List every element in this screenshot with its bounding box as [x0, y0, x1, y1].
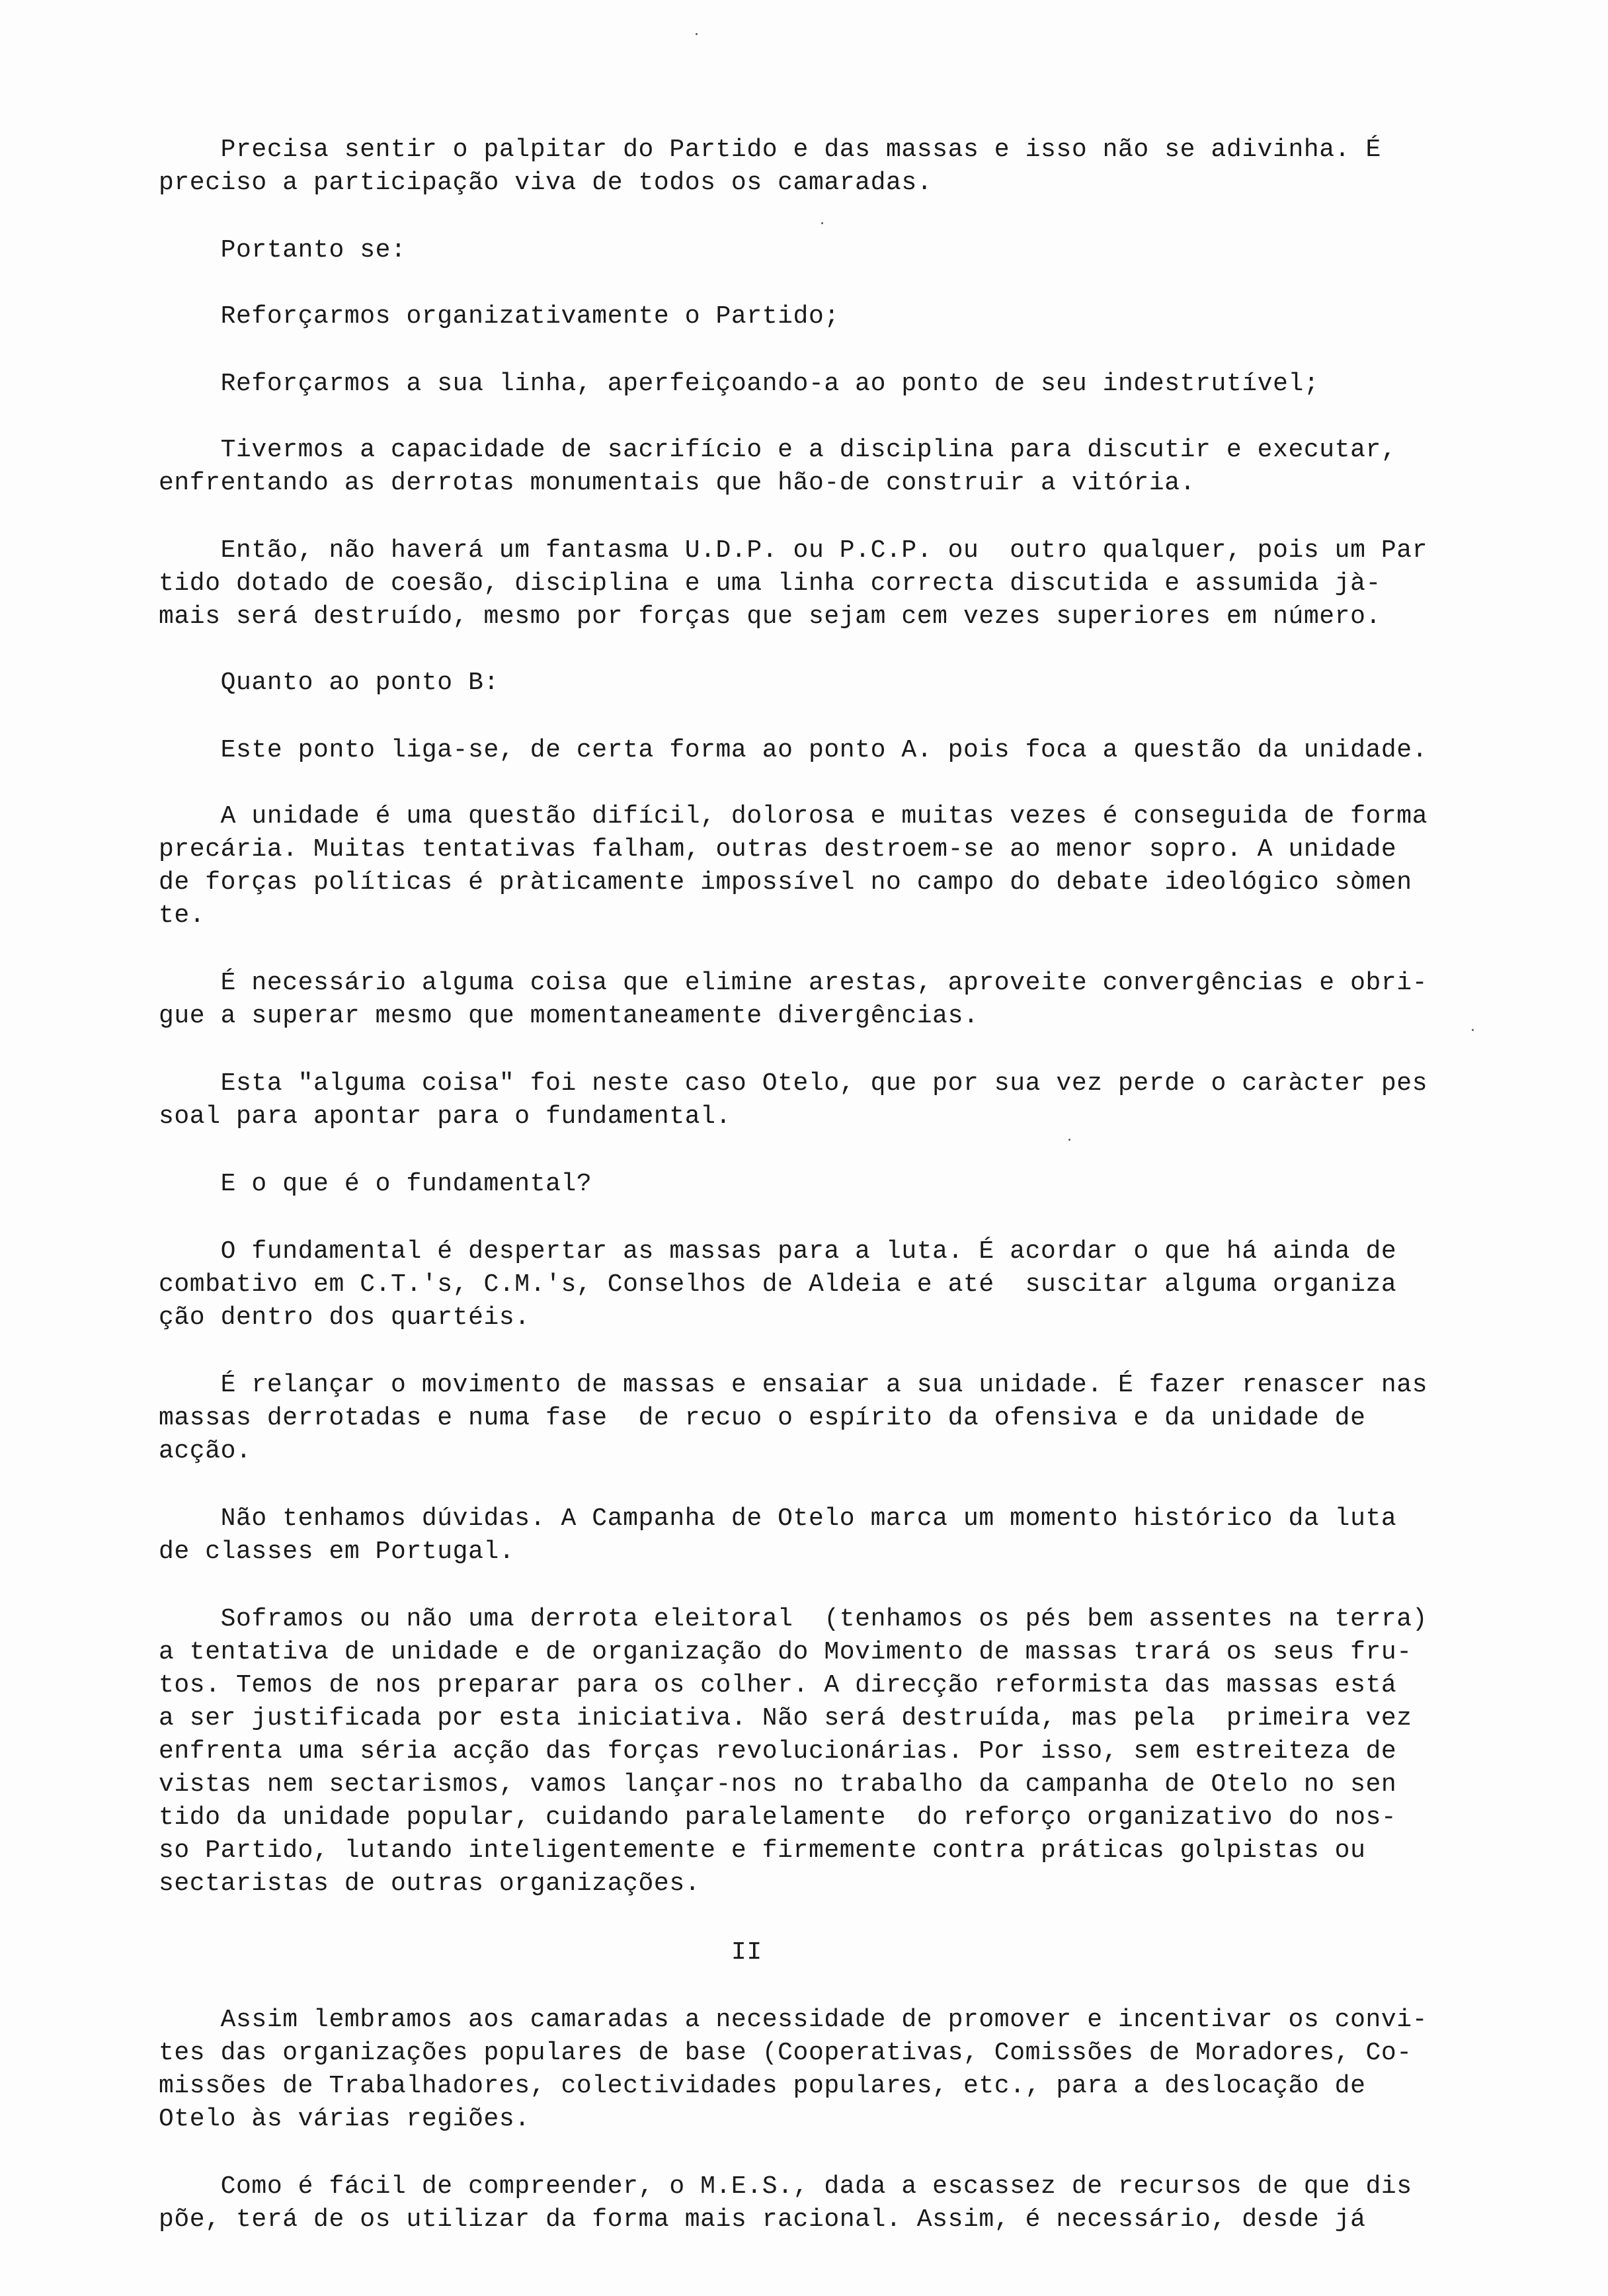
- text-line: te.: [159, 901, 206, 930]
- text-line: põe, terá de os utilizar da forma mais racional. Assim, é necessário, desde já: [159, 2205, 1366, 2234]
- text-line: Então, não haverá um fantasma U.D.P. ou P.C.P. ou outro qualquer, pois um Par: [159, 536, 1428, 565]
- text-line: Portanto se:: [159, 236, 407, 265]
- text-line: E o que é o fundamental?: [159, 1170, 592, 1198]
- text-line: tos. Temos de nos preparar para os colher. A direcção reformista das massas está: [159, 1671, 1397, 1700]
- text-line: enfrenta uma séria acção das forças revolucionárias. Por isso, sem estreiteza de: [159, 1737, 1397, 1766]
- text-line: tes das organizações populares de base (Cooperativas, Comissões de Moradores, Co-: [159, 2039, 1412, 2067]
- text-line: combativo em C.T.'s, C.M.'s, Conselhos de Aldeia e até suscitar alguma organiza: [159, 1270, 1397, 1299]
- text-line: preciso a participação viva de todos os camaradas.: [159, 169, 933, 197]
- text-line: O fundamental é despertar as massas para a luta. É acordar o que há ainda de: [159, 1237, 1397, 1266]
- text-line: tido da unidade popular, cuidando paralelamente do reforço organizativo do nos-: [159, 1803, 1397, 1832]
- scan-speck: [696, 33, 698, 35]
- text-line: Assim lembramos aos camaradas a necessidade de promover e incentivar os convi-: [159, 2006, 1428, 2034]
- text-line: tido dotado de coesão, disciplina e uma linha correcta discutida e assumida jà-: [159, 569, 1381, 598]
- text-line: Não tenhamos dúvidas. A Campanha de Otelo marca um momento histórico da luta: [159, 1504, 1397, 1533]
- text-line: vistas nem sectarismos, vamos lançar-nos no trabalho da campanha de Otelo no sen: [159, 1770, 1397, 1799]
- text-line: Reforçarmos organizativamente o Partido;: [159, 302, 840, 331]
- text-line: Soframos ou não uma derrota eleitoral (tenhamos os pés bem assentes na terra): [159, 1605, 1428, 1633]
- text-line: massas derrotadas e numa fase de recuo o espírito da ofensiva e da unidade de: [159, 1404, 1366, 1432]
- text-line: missões de Trabalhadores, colectividades populares, etc., para a deslocação de: [159, 2072, 1366, 2100]
- text-line: a ser justificada por esta iniciativa. Não será destruída, mas pela primeira vez: [159, 1704, 1412, 1733]
- text-line: Como é fácil de compreender, o M.E.S., dada a escassez de recursos de que dis: [159, 2172, 1412, 2201]
- text-line: A unidade é uma questão difícil, dolorosa e muitas vezes é conseguida de forma: [159, 802, 1428, 831]
- scan-speck: [1068, 1139, 1070, 1141]
- scan-speck: [1472, 1029, 1474, 1031]
- text-line: Quanto ao ponto B:: [159, 669, 499, 697]
- text-line: a tentativa de unidade e de organização do Movimento de massas trará os seus fru-: [159, 1638, 1412, 1666]
- scan-speck: [821, 222, 823, 224]
- text-line: precária. Muitas tentativas falham, outras destroem-se ao menor sopro. A unidade: [159, 835, 1397, 864]
- text-line: Esta "alguma coisa" foi neste caso Otelo, que por sua vez perde o caràcter pes: [159, 1069, 1428, 1098]
- text-line: sectaristas de outras organizações.: [159, 1869, 701, 1898]
- text-line: Precisa sentir o palpitar do Partido e das massas e isso não se adivinha. É: [159, 136, 1381, 164]
- text-line: acção.: [159, 1437, 252, 1465]
- text-line: mais será destruído, mesmo por forças que sejam cem vezes superiores em número.: [159, 602, 1381, 631]
- text-line: de classes em Portugal.: [159, 1538, 515, 1566]
- text-line: ção dentro dos quartéis.: [159, 1303, 530, 1332]
- text-line: É necessário alguma coisa que elimine arestas, aproveite convergências e obri-: [159, 969, 1428, 997]
- text-line: Reforçarmos a sua linha, aperfeiçoando-a ao ponto de seu indestrutível;: [159, 370, 1320, 398]
- text-line: de forças políticas é pràticamente impossível no campo do debate ideológico sòmen: [159, 868, 1412, 897]
- text-line: Este ponto liga-se, de certa forma ao ponto A. pois foca a questão da unidade.: [159, 736, 1428, 764]
- text-line: so Partido, lutando inteligentemente e firmemente contra práticas golpistas ou: [159, 1836, 1366, 1865]
- text-line: enfrentando as derrotas monumentais que hão-de construir a vitória.: [159, 469, 1196, 497]
- text-line: soal para apontar para o fundamental.: [159, 1102, 731, 1131]
- section-heading: II: [159, 1938, 762, 1967]
- text-line: É relançar o movimento de massas e ensaiar a sua unidade. É fazer renascer nas: [159, 1371, 1428, 1399]
- text-line: Tivermos a capacidade de sacrifício e a disciplina para discutir e executar,: [159, 436, 1397, 464]
- text-line: Otelo às várias regiões.: [159, 2105, 530, 2133]
- text-line: gue a superar mesmo que momentaneamente divergências.: [159, 1002, 979, 1030]
